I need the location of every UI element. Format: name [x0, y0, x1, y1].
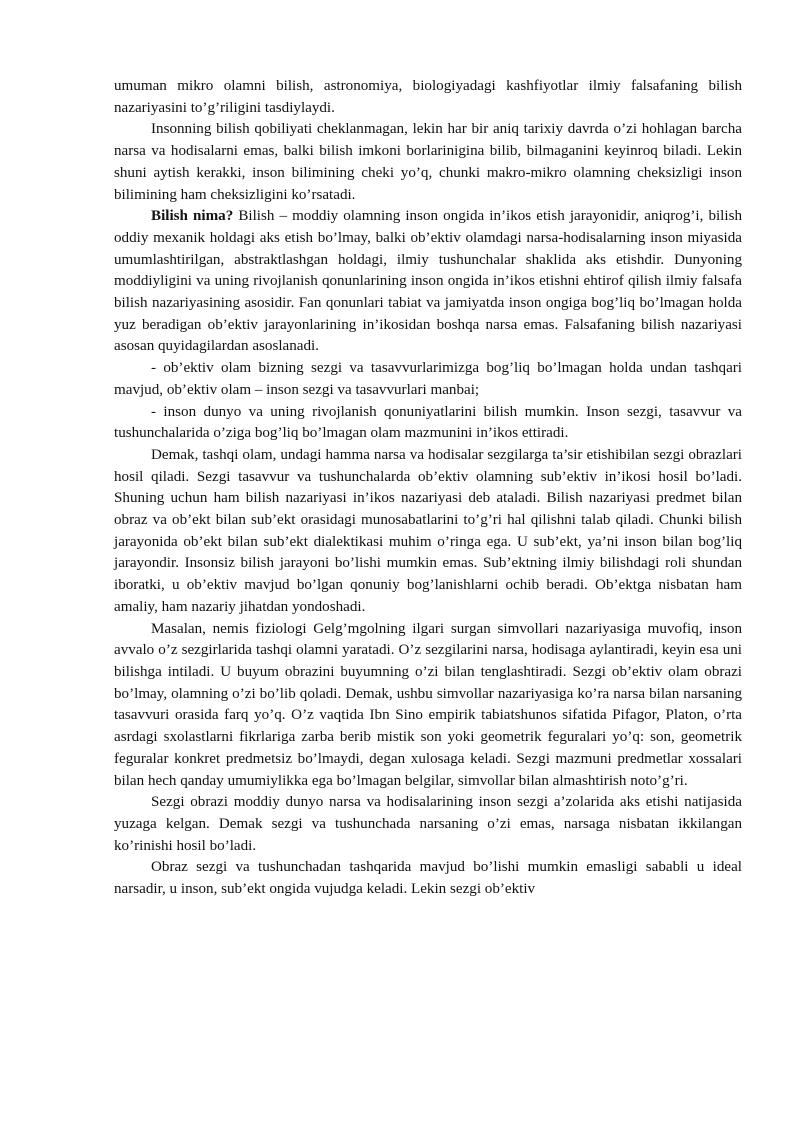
- paragraph-6: Demak, tashqi olam, undagi hamma narsa va hodisalar sezgilarga ta’sir etishibilan sezgi obrazlari hosil qiladi. Sezgi tasavvur va tushunchalarda ob’ektiv olamning sub’ektiv in’ikosi hosil bo’ladi. Shuning uchun ham bilish nazariyasi in’ikos nazariyasi deb ataladi. Bilish nazariyasi predmet bilan obraz va ob’ekt bilan sub’ekt orasidagi munosabatlarini to’g’ri hal qilishni talab qiladi. Chunki bilish jarayonida ob’ekt bilan sub’ekt dialektikasi muhim o’ringa ega. U sub’ekt, ya’ni inson bilan bog’liq jarayondir. Insonsiz bilish jarayoni bo’lishi mumkin emas. Sub’ektning ilmiy bilishdagi roli shundan iboratki, u ob’ektiv mavjud bo’lgan qonuniy bog’lanishlarni ochib beradi. Ob’ektga nisbatan ham amaliy, ham nazariy jihatdan yondoshadi.: [114, 446, 742, 615]
- paragraph-9: Obraz sezgi va tushunchadan tashqarida mavjud bo’lishi mumkin emasligi sababli u ideal narsadir, u inson, sub’ekt ongida vujudga keladi. Lekin sezgi ob’ektiv: [114, 859, 742, 898]
- document-page: [114, 76, 742, 901]
- paragraph-3: [114, 206, 742, 358]
- paragraph-8: Sezgi obrazi moddiy dunyo narsa va hodisalarining inson sezgi a’zolarida aks etishi natijasida yuzaga kelgan. Demak sezgi va tushunchada narsaning o’zi emas, narsaga nisbatan ikkilangan ko’rinishi hosil bo’ladi.: [114, 794, 742, 854]
- paragraph-3-body: Bilish – moddiy olamning inson ongida in’ikos etish jarayonidir, aniqrog’i, bilish oddiy mexanik holdagi aks etish bo’lmay, balki ob’ektiv olamdagi narsa-hodisalarning inson miyasida umumlashtirilgan, abstraktlashgan holdagi, ilmiy tushunchalar shaklida aks etishdir. Dunyoning moddiyligini va uning rivojlanish qonunlarining inson ongida in’ikos etishni ehtirof qilish ilmiy falsafa bilish nazariyasining asosidir. Fan qonunlari tabiat va jamiyatda inson ongiga bog’liq bo’lmagan holda yuz beradigan ob’ektiv jarayonlarining in’ikosidan boshqa narsa emas. Falsafaning bilish nazariyasi asosan quyidagilardan asoslanadi.: [114, 208, 742, 355]
- paragraph-1: umuman mikro olamni bilish, astronomiya, biologiyadagi kashfiyotlar ilmiy falsafaning bilish nazariyasini to’g’riligini tasdiylaydi.: [114, 78, 742, 116]
- paragraph-3-heading: Bilish nima?: [151, 208, 234, 225]
- paragraph-2: Insonning bilish qobiliyati cheklanmagan, lekin har bir aniq tarixiy davrda o’zi hohlagan barcha narsa va hodisalarni emas, balki bilish imkoni borlarinigina bilib, bilmaganini keyinroq biladi. Lekin shuni aytish kerakki, inson bilimining cheki yo’q, chunki makro-mikro olamning cheksizligi inson bilimining ham cheksizligini ko’rsatadi.: [114, 121, 742, 203]
- paragraph-5: - inson dunyo va uning rivojlanish qonuniyatlarini bilish mumkin. Inson sezgi, tasavvur va tushunchalarida o’ziga bog’liq bo’lmagan olam mazmunini in’ikos ettiradi.: [114, 403, 742, 442]
- paragraph-4: - ob’ektiv olam bizning sezgi va tasavvurlarimizga bog’liq bo’lmagan holda undan tashqari mavjud, ob’ektiv olam – inson sezgi va tasavvurlari manbai;: [114, 360, 742, 398]
- paragraph-7: Masalan, nemis fiziologi Gelg’mgolning ilgari surgan simvollari nazariyasiga muvofiq, inson avvalo o’z sezgirlarida tashqi olamni yaratadi. O’z sezgilarini narsa, hodisaga aylantiradi, keyin esa uni bilishga intiladi. U buyum obrazini buyumning o’zi bilan tenglashtiradi. Sezgi ob’ektiv olam obrazi bo’lmay, olamning o’zi bo’lib qoladi. Demak, ushbu simvollar nazariyasiga ko’ra narsa bilan narsaning tasavvuri orasida farq yo’q. O’z vaqtida Ibn Sino empirik tabiatshunos sifatida Pifagor, Platon, o’rta asrdagi sxolastlarni fikrlariga zarba berib mistik son yoki geometrik feguralari yo’q: son, geometrik feguralar konkret predmetsiz bo’lmaydi, degan xulosaga keladi. Sezgi mazmuni predmetlar xossalari bilan hech qanday umumiylikka ega bo’lmagan belgilar, simvollar bilan almashtirish noto’g’ri.: [114, 620, 742, 789]
